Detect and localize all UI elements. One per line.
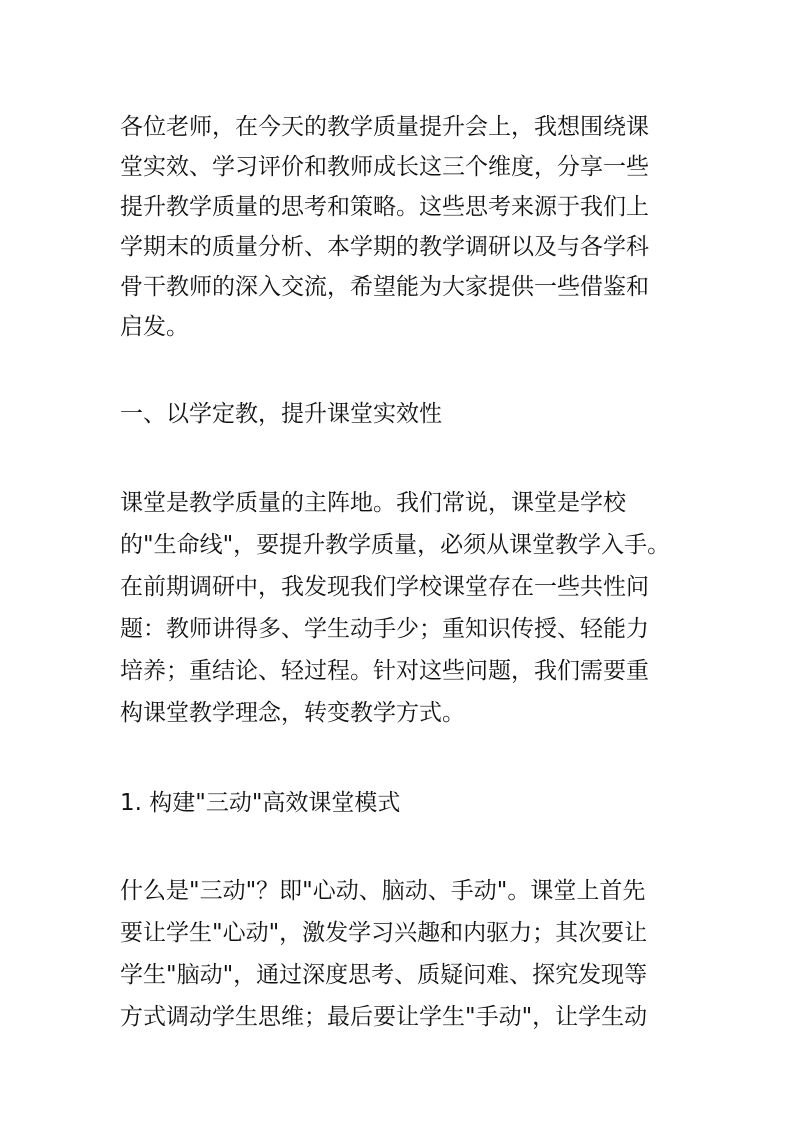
text-line: 课堂是教学质量的主阵地。我们常说，课堂是学校	[120, 490, 626, 516]
text-line: 培养；重结论、轻过程。针对这些问题，我们需要重	[120, 658, 649, 684]
text-line: 各位老师，在今天的教学质量提升会上，我想围绕课	[120, 114, 649, 140]
body-paragraph	[120, 482, 720, 734]
text-line: 在前期调研中，我发现我们学校课堂存在一些共性问	[120, 574, 649, 600]
text-line: 构课堂教学理念，转变教学方式。	[120, 700, 465, 726]
text-line: 堂实效、学习评价和教师成长这三个维度，分享一些	[120, 154, 649, 180]
text-line: 启发。	[120, 314, 189, 340]
text-line: 学期末的质量分析、本学期的教学调研以及与各学科	[120, 234, 649, 260]
text-line: 要让学生"心动"，激发学习兴趣和内驱力；其次要让	[120, 920, 648, 946]
section-heading: 一、以学定教，提升课堂实效性	[120, 401, 442, 427]
text-line: 题：教师讲得多、学生动手少；重知识传授、轻能力	[120, 616, 649, 642]
body-paragraph	[120, 870, 720, 1038]
text-line: 的"生命线"，要提升教学质量，必须从课堂教学入手。	[120, 532, 671, 558]
text-line: 什么是"三动"？即"心动、脑动、手动"。课堂上首先	[120, 878, 646, 904]
text-line: 学生"脑动"，通过深度思考、质疑问难、探究发现等	[120, 962, 648, 988]
intro-paragraph	[120, 107, 720, 347]
text-line: 提升教学质量的思考和策略。这些思考来源于我们上	[120, 194, 649, 220]
subsection-heading: 1. 构建"三动"高效课堂模式	[120, 790, 401, 816]
text-line: 骨干教师的深入交流，希望能为大家提供一些借鉴和	[120, 274, 649, 300]
text-line: 方式调动学生思维；最后要让学生"手动"，让学生动	[120, 1004, 648, 1030]
